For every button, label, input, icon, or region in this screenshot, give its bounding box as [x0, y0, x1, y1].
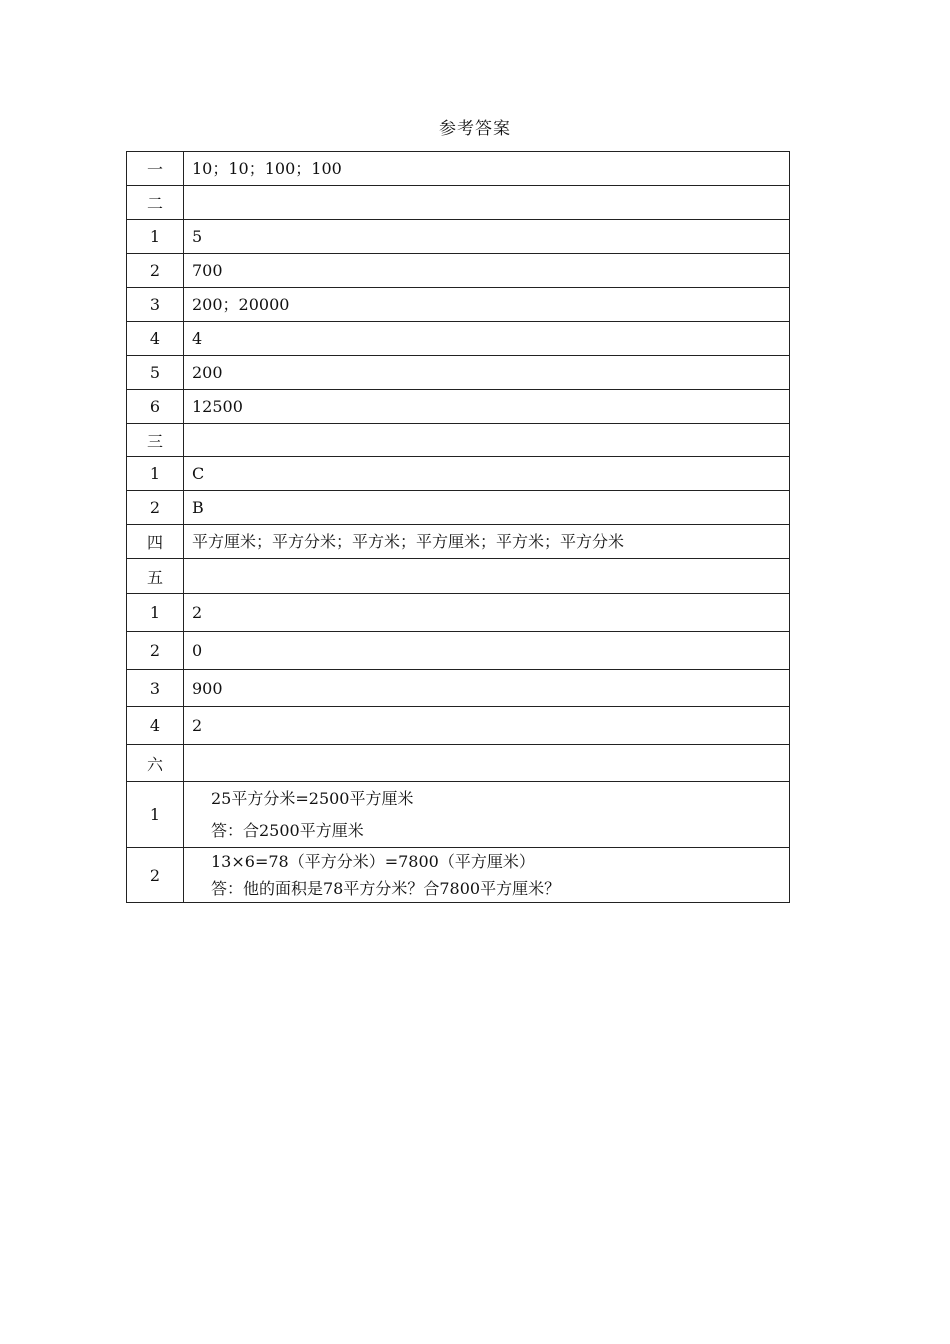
question-number: 6 — [127, 390, 184, 424]
table-row — [127, 322, 790, 356]
question-number: 1 — [127, 594, 184, 632]
question-number: 1 — [127, 782, 184, 848]
section-number: 四 — [127, 525, 184, 559]
table-row — [127, 186, 790, 220]
question-number: 2 — [127, 491, 184, 525]
table-row — [127, 356, 790, 390]
question-number: 5 — [127, 356, 184, 390]
section-number: 三 — [127, 424, 184, 457]
answer-text: 25平方分米=2500平方厘米 — [211, 788, 414, 808]
table-row — [127, 782, 790, 848]
answer-text: 2 — [192, 716, 203, 735]
question-number: 3 — [127, 288, 184, 322]
question-number: 4 — [127, 707, 184, 745]
answer-table-body — [127, 152, 790, 903]
table-row — [127, 525, 790, 559]
question-number: 一 — [127, 152, 184, 186]
answer-cell — [184, 356, 790, 390]
section-number: 五 — [127, 559, 184, 594]
table-row — [127, 670, 790, 707]
answer-text: 12500 — [192, 397, 243, 416]
answer-cell — [184, 559, 790, 594]
answer-cell — [184, 782, 790, 848]
answer-text: 4 — [192, 329, 203, 348]
question-number: 2 — [127, 848, 184, 903]
section-number: 六 — [127, 745, 184, 782]
answer-text: C — [192, 464, 205, 483]
answer-cell — [184, 457, 790, 491]
answer-cell — [184, 424, 790, 457]
answer-table — [126, 151, 790, 903]
table-row — [127, 559, 790, 594]
answer-cell — [184, 670, 790, 707]
answer-cell — [184, 525, 790, 559]
answer-cell — [184, 152, 790, 186]
table-row — [127, 632, 790, 670]
answer-cell — [184, 220, 790, 254]
question-number: 3 — [127, 670, 184, 707]
table-row — [127, 152, 790, 186]
answer-cell — [184, 848, 790, 903]
table-row — [127, 848, 790, 903]
answer-text: 10；10；100；100 — [192, 159, 342, 178]
answer-cell — [184, 491, 790, 525]
question-number: 4 — [127, 322, 184, 356]
answer-text: 平方厘米；平方分米；平方米；平方厘米；平方米；平方分米 — [192, 532, 625, 551]
answer-cell — [184, 745, 790, 782]
answer-text: 200 — [192, 363, 223, 382]
table-row — [127, 707, 790, 745]
answer-cell — [184, 186, 790, 220]
table-row — [127, 491, 790, 525]
answer-text: 5 — [192, 227, 203, 246]
table-row — [127, 390, 790, 424]
table-row — [127, 594, 790, 632]
question-number: 2 — [127, 254, 184, 288]
table-row — [127, 745, 790, 782]
answer-cell — [184, 322, 790, 356]
question-number: 2 — [127, 632, 184, 670]
answer-text: B — [192, 498, 204, 517]
answer-text: 答：他的面积是78平方分米？合7800平方厘米？ — [211, 879, 561, 898]
answer-text: 2 — [192, 603, 203, 622]
answer-text: 700 — [192, 261, 223, 280]
answer-text: 13×6=78（平方分米）=7800（平方厘米） — [211, 852, 535, 871]
table-row — [127, 457, 790, 491]
answer-text: 0 — [192, 641, 203, 660]
answer-cell — [184, 632, 790, 670]
answer-text: 答：合2500平方厘米 — [211, 820, 364, 840]
answer-text: 200；20000 — [192, 295, 290, 314]
table-row — [127, 424, 790, 457]
answer-cell — [184, 288, 790, 322]
section-number: 二 — [127, 186, 184, 220]
table-row — [127, 288, 790, 322]
question-number: 1 — [127, 220, 184, 254]
page-title: 参考答案 — [439, 119, 511, 139]
answer-cell — [184, 707, 790, 745]
table-row — [127, 254, 790, 288]
answer-cell — [184, 594, 790, 632]
answer-cell — [184, 254, 790, 288]
table-row — [127, 220, 790, 254]
answer-text: 900 — [192, 678, 223, 698]
answer-cell — [184, 390, 790, 424]
question-number: 1 — [127, 457, 184, 491]
